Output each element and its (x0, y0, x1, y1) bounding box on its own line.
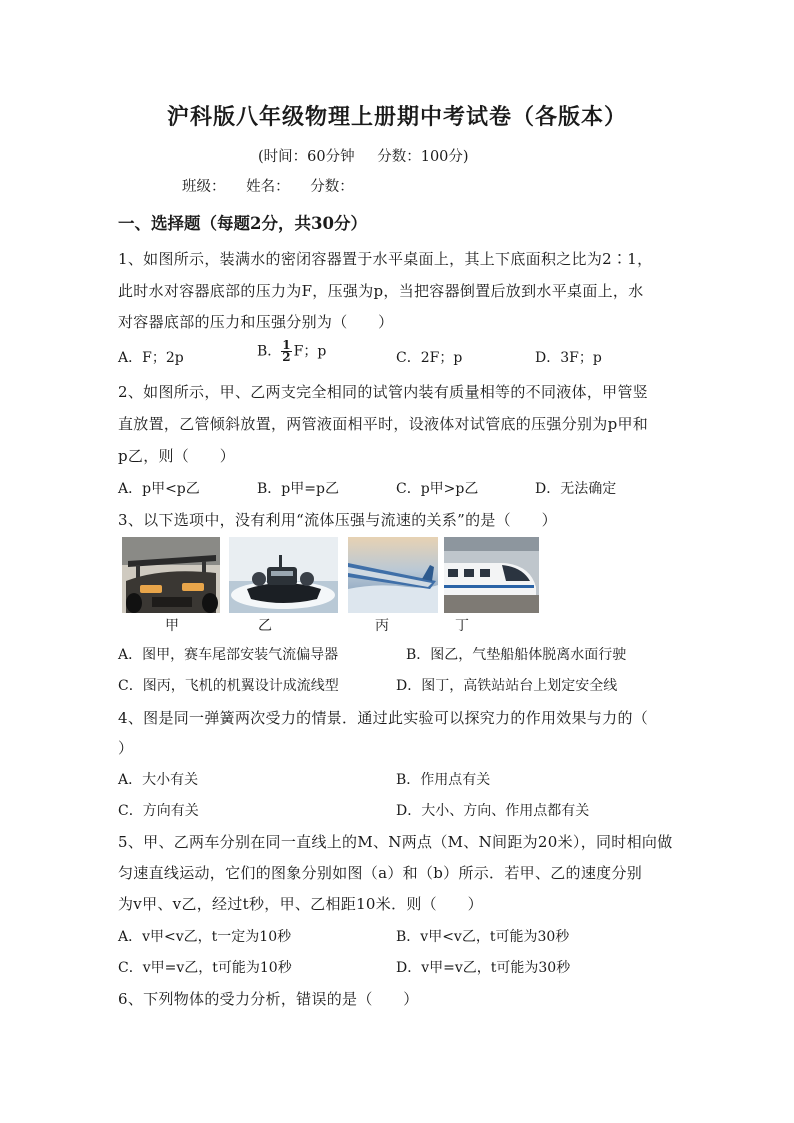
q1-option-c: C．2F；p (396, 350, 463, 366)
fraction-numerator: 1 (282, 338, 291, 352)
image-caption-ding: 丁 (455, 618, 469, 634)
exam-meta (258, 145, 487, 166)
q1-option-b-prefix: B． (257, 343, 282, 360)
q1-line1: 1、如图所示，装满水的密闭容器置于水平桌面上，其上下底面积之比为2∶1， (118, 250, 653, 268)
exam-time: (时间：60分钟 (258, 149, 355, 165)
q2-line2: 直放置，乙管倾斜放置，两管液面相平时，设液体对试管底的压强分别为p甲和 (118, 415, 649, 433)
image-caption-bing: 丙 (375, 618, 389, 634)
q5-option-d: D．v甲=v乙，t可能为30秒 (396, 960, 571, 976)
q5-line3: 为v甲、v乙，经过t秒，甲、乙相距10米．则（ ） (118, 895, 483, 913)
q1-option-d: D．3F；p (535, 350, 602, 366)
section-heading: 一、选择题（每题2分，共30分） (118, 214, 367, 233)
q3-option-d: D．图丁，高铁站站台上划定安全线 (396, 678, 618, 694)
q1-line2: 此时水对容器底部的压力为F，压强为p，当把容器倒置后放到水平桌面上，水 (118, 282, 644, 300)
high-speed-train-image (444, 537, 539, 613)
q2-line1: 2、如图所示，甲、乙两支完全相同的试管内装有质量相等的不同液体，甲管竖 (118, 383, 649, 401)
q1-line3: 对容器底部的压力和压强分别为（ ） (118, 313, 394, 331)
q5-option-c: C．v甲=v乙，t可能为10秒 (118, 960, 292, 976)
q3-option-a: A．图甲，赛车尾部安装气流偏导器 (118, 647, 339, 663)
image-caption-yi: 乙 (258, 618, 272, 634)
exam-score: 分数：100分) (377, 149, 469, 165)
q5-line1: 5、甲、乙两车分别在同一直线上的M、N两点（M、N间距为20米），同时相向做 (118, 833, 673, 851)
q1-option-b-rest: F；p (293, 343, 327, 360)
q1-option-a: A．F；2p (118, 350, 184, 366)
race-car-image (122, 537, 220, 613)
student-info (182, 175, 370, 196)
fraction (281, 340, 291, 363)
q5-option-b: B．v甲<v乙，t可能为30秒 (396, 929, 570, 945)
q6-line1: 6、下列物体的受力分析，错误的是（ ） (118, 990, 419, 1008)
q4-option-d: D．大小、方向、作用点都有关 (396, 803, 590, 819)
q2-option-c: C．p甲>p乙 (396, 481, 479, 497)
fraction-denominator: 2 (282, 350, 291, 364)
class-label: 班级： (182, 179, 226, 195)
q2-option-d: D．无法确定 (535, 481, 617, 497)
q3-option-c: C．图丙，飞机的机翼设计成流线型 (118, 678, 339, 694)
q4-line1: 4、图是同一弹簧两次受力的情景．通过此实验可以探究力的作用效果与力的（ (118, 709, 649, 727)
q5-option-a: A．v甲<v乙，t一定为10秒 (118, 929, 292, 945)
q2-line3: p乙，则（ ） (118, 447, 236, 465)
page-title: 沪科版八年级物理上册期中考试卷（各版本） (166, 104, 627, 130)
q4-option-c: C．方向有关 (118, 803, 199, 819)
q5-line2: 匀速直线运动，它们的图象分别如图（a）和（b）所示．若甲、乙的速度分别 (118, 864, 643, 882)
q1-option-b (257, 340, 326, 363)
q3-option-b: B．图乙，气垫船船体脱离水面行驶 (406, 647, 627, 663)
q4-line2: ） (118, 739, 134, 757)
name-label: 姓名： (246, 179, 290, 195)
q4-option-b: B．作用点有关 (396, 772, 491, 788)
airplane-wing-image (348, 537, 438, 613)
q2-option-a: A．p甲<p乙 (118, 481, 200, 497)
q4-option-a: A．大小有关 (118, 772, 199, 788)
image-caption-jia: 甲 (165, 618, 179, 634)
score-label: 分数： (310, 179, 354, 195)
q3-line1: 3、以下选项中，没有利用“流体压强与流速的关系”的是（ ） (118, 511, 557, 529)
q2-option-b: B．p甲=p乙 (257, 481, 339, 497)
hovercraft-image (229, 537, 338, 613)
